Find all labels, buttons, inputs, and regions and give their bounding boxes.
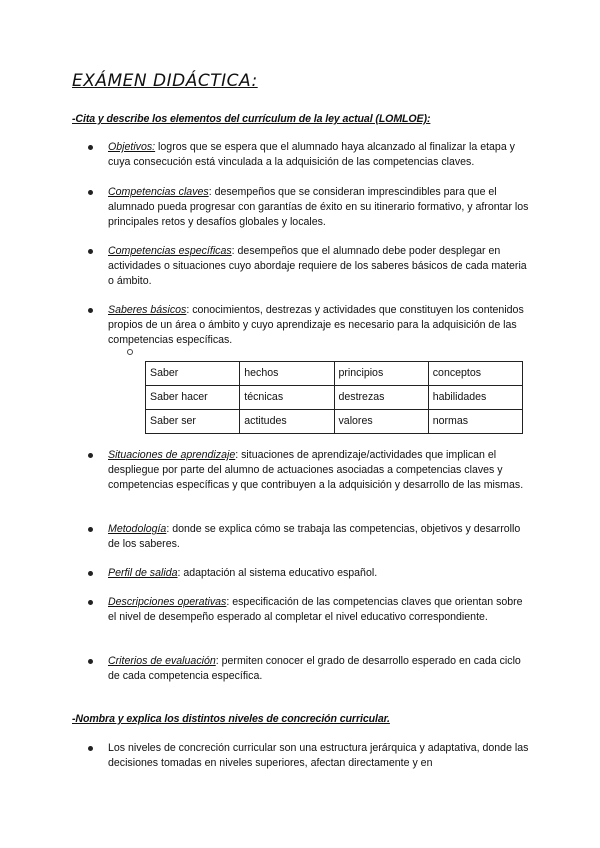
- sub-bullet-icon: [127, 349, 133, 355]
- term-description: : donde se explica cómo se trabaja las competencias, objetivos y desarrollo de los saberes.: [108, 523, 521, 550]
- term-label: Competencias claves: [108, 186, 209, 198]
- table-cell: habilidades: [428, 386, 522, 410]
- list-item-objetivos: [108, 140, 533, 170]
- term-description: : desempeños que se consideran imprescindibles para que el alumnado pueda progresar con garantías de éxito en su itinerario formativo, y afrontar los principales retos y desafíos globales y locales.: [108, 186, 529, 228]
- term-description: : desempeños que el alumnado debe poder desplegar en actividades o situaciones cuyo abordaje requiere de los saberes básicos de cada materia o ámbito.: [108, 245, 527, 287]
- bullet-icon: [88, 249, 93, 254]
- table-cell: Saber ser: [146, 410, 240, 434]
- bullet-icon: [88, 145, 93, 150]
- term-label: Situaciones de aprendizaje: [108, 449, 236, 461]
- bullet-icon: [88, 746, 93, 751]
- term-label: Perfil de salida: [108, 567, 178, 579]
- list-item-competencias-especificas: [108, 244, 533, 289]
- question-niveles-concrecion: -Nombra y explica los distintos niveles de concreción curricular.: [72, 713, 390, 725]
- term-description: : permiten conocer el grado de desarrollo esperado en cada ciclo de cada competencia específica.: [108, 655, 521, 682]
- term-description: : situaciones de aprendizaje/actividades que implican el despliegue por parte del alumno de actuaciones asociadas a competencias claves y competencias específicas y que contribuyen a la adquisición y desarrollo de las mismas.: [108, 449, 524, 491]
- term-label: Descripciones operativas: [108, 596, 227, 608]
- term-label: Metodología: [108, 523, 167, 535]
- table-cell: técnicas: [240, 386, 334, 410]
- bullet-icon: [88, 308, 93, 313]
- bullet-icon: [88, 527, 93, 532]
- term-label: Competencias específicas: [108, 245, 232, 257]
- saberes-table: [145, 361, 523, 434]
- table-cell: actitudes: [240, 410, 334, 434]
- table-cell: conceptos: [428, 362, 522, 386]
- term-description: : conocimientos, destrezas y actividades que constituyen los contenidos propios de un área o ámbito y cuyo aprendizaje es necesario para la adquisición de las competencias específicas.: [108, 304, 524, 346]
- table-cell: principios: [334, 362, 428, 386]
- bullet-icon: [88, 571, 93, 576]
- bullet-icon: [88, 659, 93, 664]
- list-item-descripciones-operativas: [108, 595, 533, 625]
- question-curriculum-elements: -Cita y describe los elementos del currículum de la ley actual (LOMLOE):: [72, 113, 431, 125]
- term-description: logros que se espera que el alumnado haya alcanzado al finalizar la etapa y cuya consecución está vinculada a la adquisición de las competencias claves.: [108, 141, 515, 168]
- list-item-competencias-claves: [108, 185, 533, 230]
- list-item-metodologia: [108, 522, 533, 552]
- table-row: [146, 362, 523, 386]
- table-cell: Saber hacer: [146, 386, 240, 410]
- term-label: Saberes básicos: [108, 304, 187, 316]
- table-row: [146, 410, 523, 434]
- term-description: : adaptación al sistema educativo español.: [177, 567, 378, 579]
- table-cell: hechos: [240, 362, 334, 386]
- list-item-criterios-evaluacion: [108, 654, 533, 684]
- table-cell: valores: [334, 410, 428, 434]
- list-item-situaciones-aprendizaje: [108, 448, 533, 493]
- document-title: EXÁMEN DIDÁCTICA:: [72, 71, 258, 91]
- term-label: Objetivos:: [108, 141, 156, 153]
- list-item-saberes-basicos: [108, 303, 533, 348]
- bullet-icon: [88, 453, 93, 458]
- table-cell: normas: [428, 410, 522, 434]
- list-item-perfil-salida: [108, 566, 533, 581]
- bullet-icon: [88, 190, 93, 195]
- table-row: [146, 386, 523, 410]
- term-label: Criterios de evaluación: [108, 655, 216, 667]
- table-cell: Saber: [146, 362, 240, 386]
- list-item-niveles: [108, 741, 533, 771]
- item-text: Los niveles de concreción curricular son una estructura jerárquica y adaptativa, donde las decisiones tomadas en niveles superiores, afectan directamente y en: [108, 742, 529, 769]
- bullet-icon: [88, 600, 93, 605]
- table-cell: destrezas: [334, 386, 428, 410]
- term-description: : especificación de las competencias claves que orientan sobre el nivel de desempeño esperado al completar el nivel educativo correspondiente.: [108, 596, 523, 623]
